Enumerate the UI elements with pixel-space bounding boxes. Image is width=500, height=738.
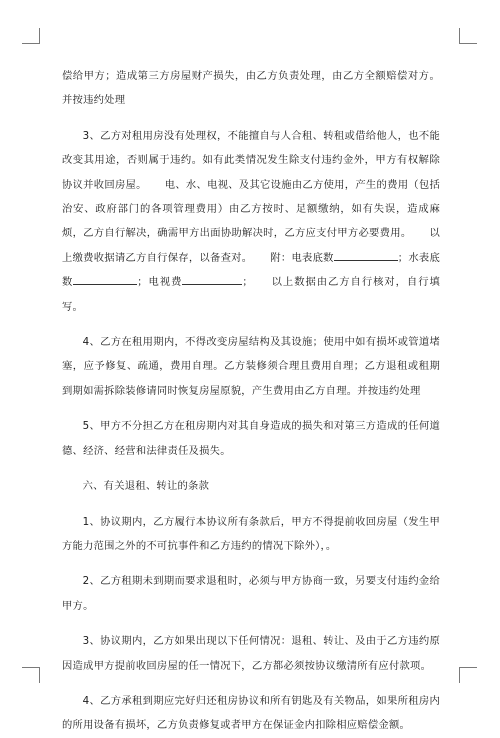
utilities-text: 电、水、电视、及其它设施由乙方使用，产生的费用（包括治安、政府部门的各项管理费用）由乙方按时、足额缴纳，如有失误，造成麻烦，乙方自行解决，确需甲方出面协助解决时，乙方应支付甲方必要费用。: [62, 178, 441, 240]
self-check-text: 以上数据由乙方自行核对，自行填写。: [62, 276, 441, 313]
clause-3-text: 3、乙方对租用房没有处理权，不能擅自与人合租、转租或借给他人，也不能改变其用途，否则属于违约。如有此类情况发生除支付违约金外，甲方有权解除协议并收回房屋。: [62, 129, 440, 191]
section-heading-6: 六、有关退租、转让的条款: [82, 480, 210, 493]
paragraph-term-1: 1、协议期内，乙方履行本协议所有条款后，甲方不得提前收回房屋（发生甲方能力范围之外的不可抗事件和乙方违约的情况下除外），。: [62, 515, 440, 552]
receipts-text: 以上缴费收据请乙方自行保存，以备查对。: [62, 227, 441, 264]
paragraph-term-3: 3、协议期内，乙方如果出现以下任何情况：退租、转让、及由于乙方违约原因造成甲方提前收回房屋的任一情况下，乙方都必须按协议缴清所有应付款项。: [62, 635, 440, 672]
crop-mark-bottom-left: [22, 667, 40, 683]
paragraph-damage-compensation: 偿给甲方；造成第三方房屋财产损失，由乙方负责处理，由乙方全额赔偿对方。并按违约处理: [62, 70, 440, 107]
water-meter-label: ；水表底数: [62, 251, 441, 289]
contract-body: [62, 64, 440, 738]
paragraph-term-4: 4、乙方承租到期应完好归还租房协议和所有钥匙及有关物品，如果所租房内的所用设备有损坏，乙方负责修复或者甲方在保证金内扣除相应赔偿金额。: [62, 694, 440, 732]
tv-fee-label: ；电视费: [137, 276, 183, 289]
paragraph-clause-5: 5、甲方不分担乙方在租房期内对其自身造成的损失和对第三方造成的任何道德、经济、经营和法律责任及损失。: [62, 420, 440, 457]
semicolon: ；: [242, 276, 253, 289]
water-meter-blank: [73, 273, 137, 285]
crop-mark-top-left: [22, 28, 40, 44]
paragraph-clause-4: 4、乙方在租用期内，不得改变房屋结构及其设施；使用中如有损坏或管道堵塞，应予修复、疏通，费用自理。乙方装修须合理且费用自理；乙方退租或租期到期如需拆除装修请同时恢复房屋原貌，产生费用由乙方自理。并按违约处理: [62, 336, 440, 397]
electric-meter-blank: [334, 249, 398, 261]
paragraph-term-2: 2、乙方租期未到期而要求退租时，必须与甲方协商一致，另要支付违约金给甲方。: [62, 575, 440, 612]
meter-attachment-label: 附：电表底数: [270, 251, 334, 264]
tv-fee-blank: [182, 273, 242, 285]
crop-mark-top-right: [459, 28, 477, 44]
crop-mark-bottom-right: [459, 667, 477, 683]
paragraph-clause-3: [62, 124, 440, 319]
